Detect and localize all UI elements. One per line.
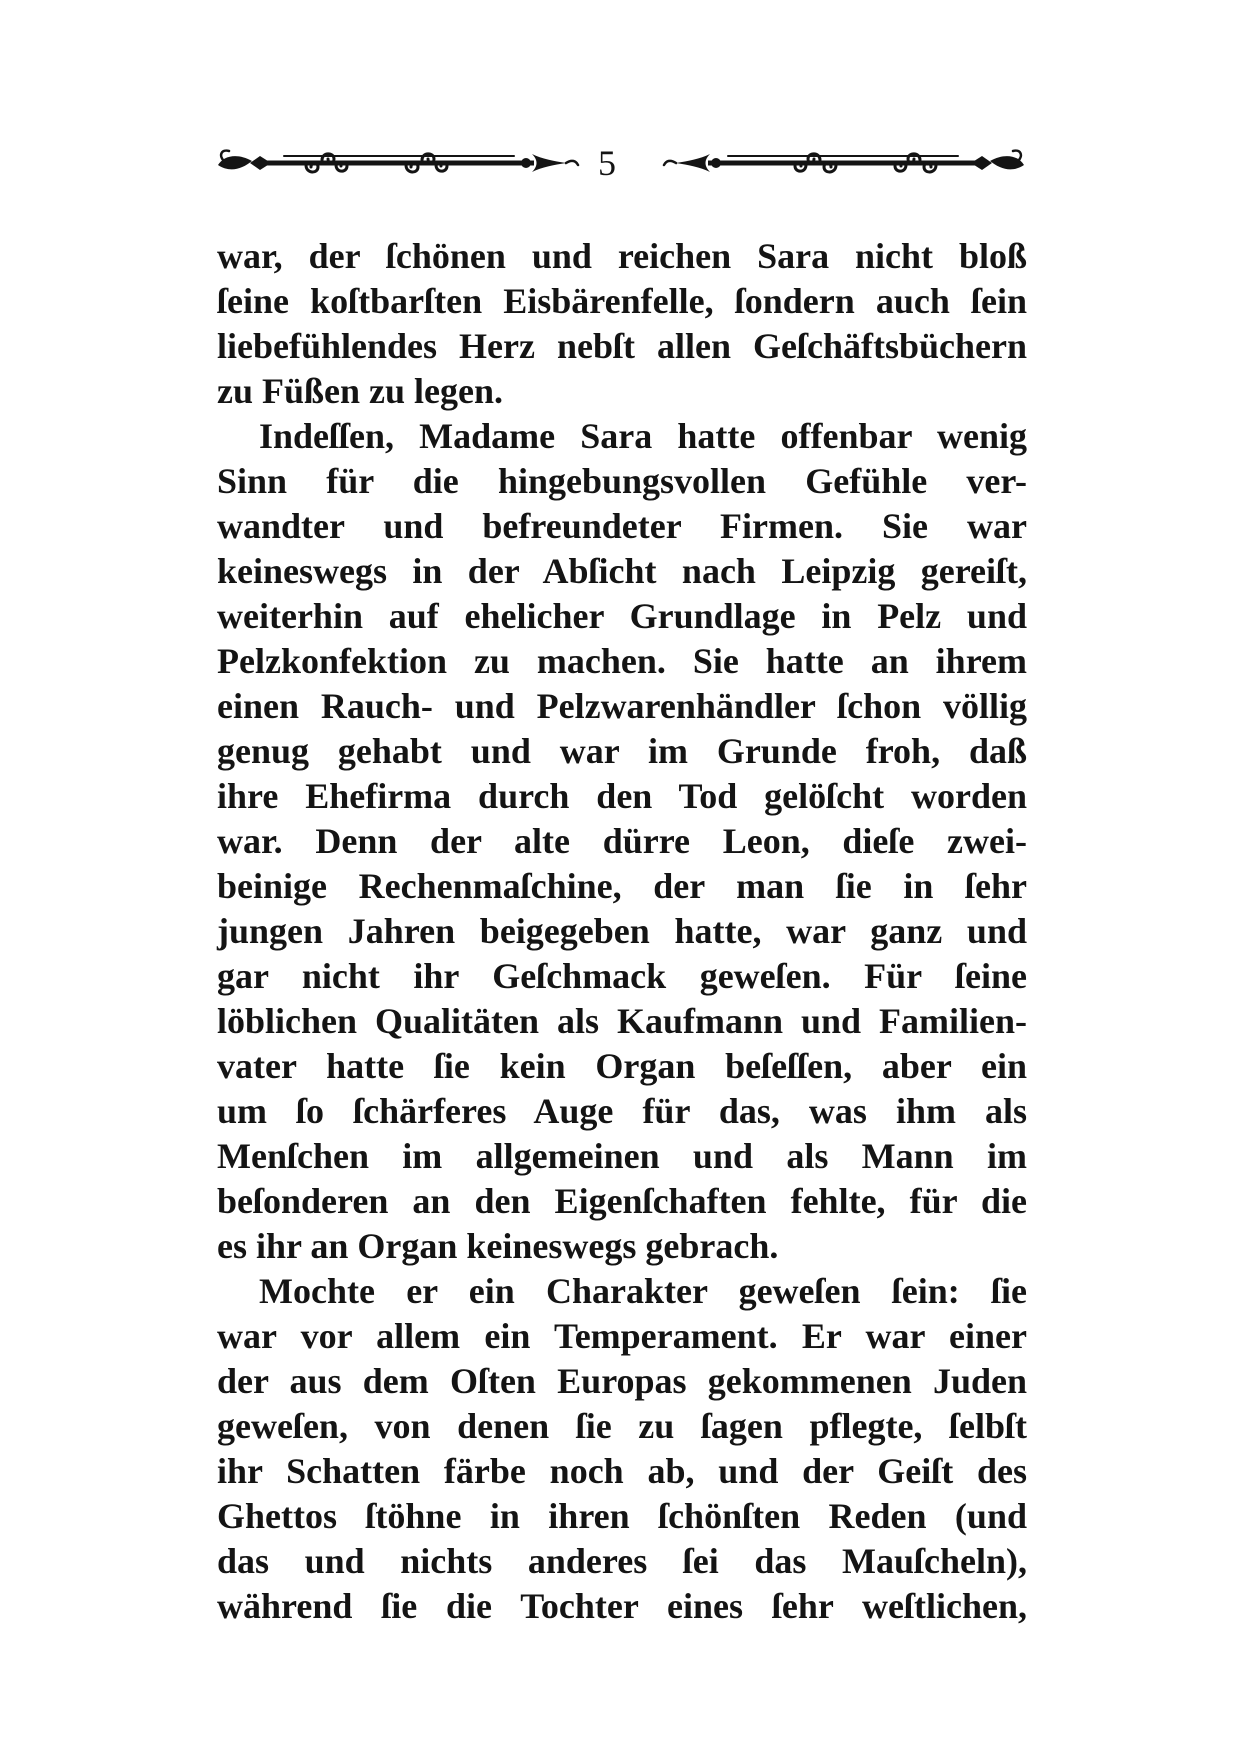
left-flourish-ornament <box>214 143 582 183</box>
text-line: ihr Schatten färbe noch ab, und der Geiſt des <box>217 1451 1027 1491</box>
text-line: war. Denn der alte dürre Leon, dieſe zwei- <box>217 821 1027 861</box>
text-line: gar nicht ihr Geſchmack geweſen. Für ſeine <box>217 956 1027 996</box>
text-line: beinige Rechenmaſchine, der man ſie in ſehr <box>217 866 1027 906</box>
text-line: ihre Ehefirma durch den Tod gelöſcht worden <box>217 776 1027 816</box>
right-flourish-ornament <box>660 143 1028 183</box>
text-line: Sinn für die hingebungsvollen Gefühle ver- <box>217 461 1027 501</box>
text-line: beſonderen an den Eigenſchaften fehlte, für die <box>217 1181 1027 1221</box>
text-line: Mochte er ein Charakter geweſen ſein: ſie <box>259 1271 1027 1311</box>
text-line: es ihr an Organ keineswegs gebrach. <box>217 1226 779 1266</box>
text-line: einen Rauch- und Pelzwarenhändler ſchon völlig <box>217 686 1027 726</box>
text-line: Ghettos ſtöhne in ihren ſchönſten Reden (und <box>217 1496 1027 1536</box>
paragraph-3 <box>217 1269 1027 1629</box>
text-line: vater hatte ſie kein Organ beſeſſen, aber ein <box>217 1046 1027 1086</box>
paragraph-1 <box>217 234 1027 414</box>
text-line: um ſo ſchärferes Auge für das, was ihm als <box>217 1091 1027 1131</box>
text-line: Menſchen im allgemeinen und als Mann im <box>217 1136 1027 1176</box>
text-line: wandter und befreundeter Firmen. Sie war <box>217 506 1027 546</box>
text-line: weiterhin auf ehelicher Grundlage in Pelz und <box>217 596 1027 636</box>
text-line: das und nichts anderes ſei das Mauſcheln), <box>217 1541 1027 1581</box>
text-line: war, der ſchönen und reichen Sara nicht bloß <box>217 236 1027 276</box>
text-line: genug gehabt und war im Grunde froh, daß <box>217 731 1027 771</box>
text-line: geweſen, von denen ſie zu ſagen pflegte, ſelbſt <box>217 1406 1027 1446</box>
text-line: Indeſſen, Madame Sara hatte offenbar wenig <box>259 416 1027 456</box>
text-line: der aus dem Oſten Europas gekommenen Juden <box>217 1361 1027 1401</box>
text-line: ſeine koſtbarſten Eisbärenfelle, ſondern auch ſein <box>217 281 1027 321</box>
text-line: jungen Jahren beigegeben hatte, war ganz und <box>217 911 1027 951</box>
text-line: löblichen Qualitäten als Kaufmann und Familien- <box>217 1001 1027 1041</box>
text-line: liebefühlendes Herz nebſt allen Geſchäftsbüchern <box>217 326 1027 366</box>
text-line: zu Füßen zu legen. <box>217 371 504 411</box>
text-line: Pelzkonfektion zu machen. Sie hatte an ihrem <box>217 641 1027 681</box>
text-line: während ſie die Tochter eines ſehr weſtlichen, <box>217 1586 1027 1626</box>
body-text <box>217 234 1027 1629</box>
page-number: 5 <box>598 143 616 183</box>
text-line: keineswegs in der Abſicht nach Leipzig gereiſt, <box>217 551 1027 591</box>
text-line: war vor allem ein Temperament. Er war einer <box>217 1316 1027 1356</box>
paragraph-2 <box>217 414 1027 1269</box>
